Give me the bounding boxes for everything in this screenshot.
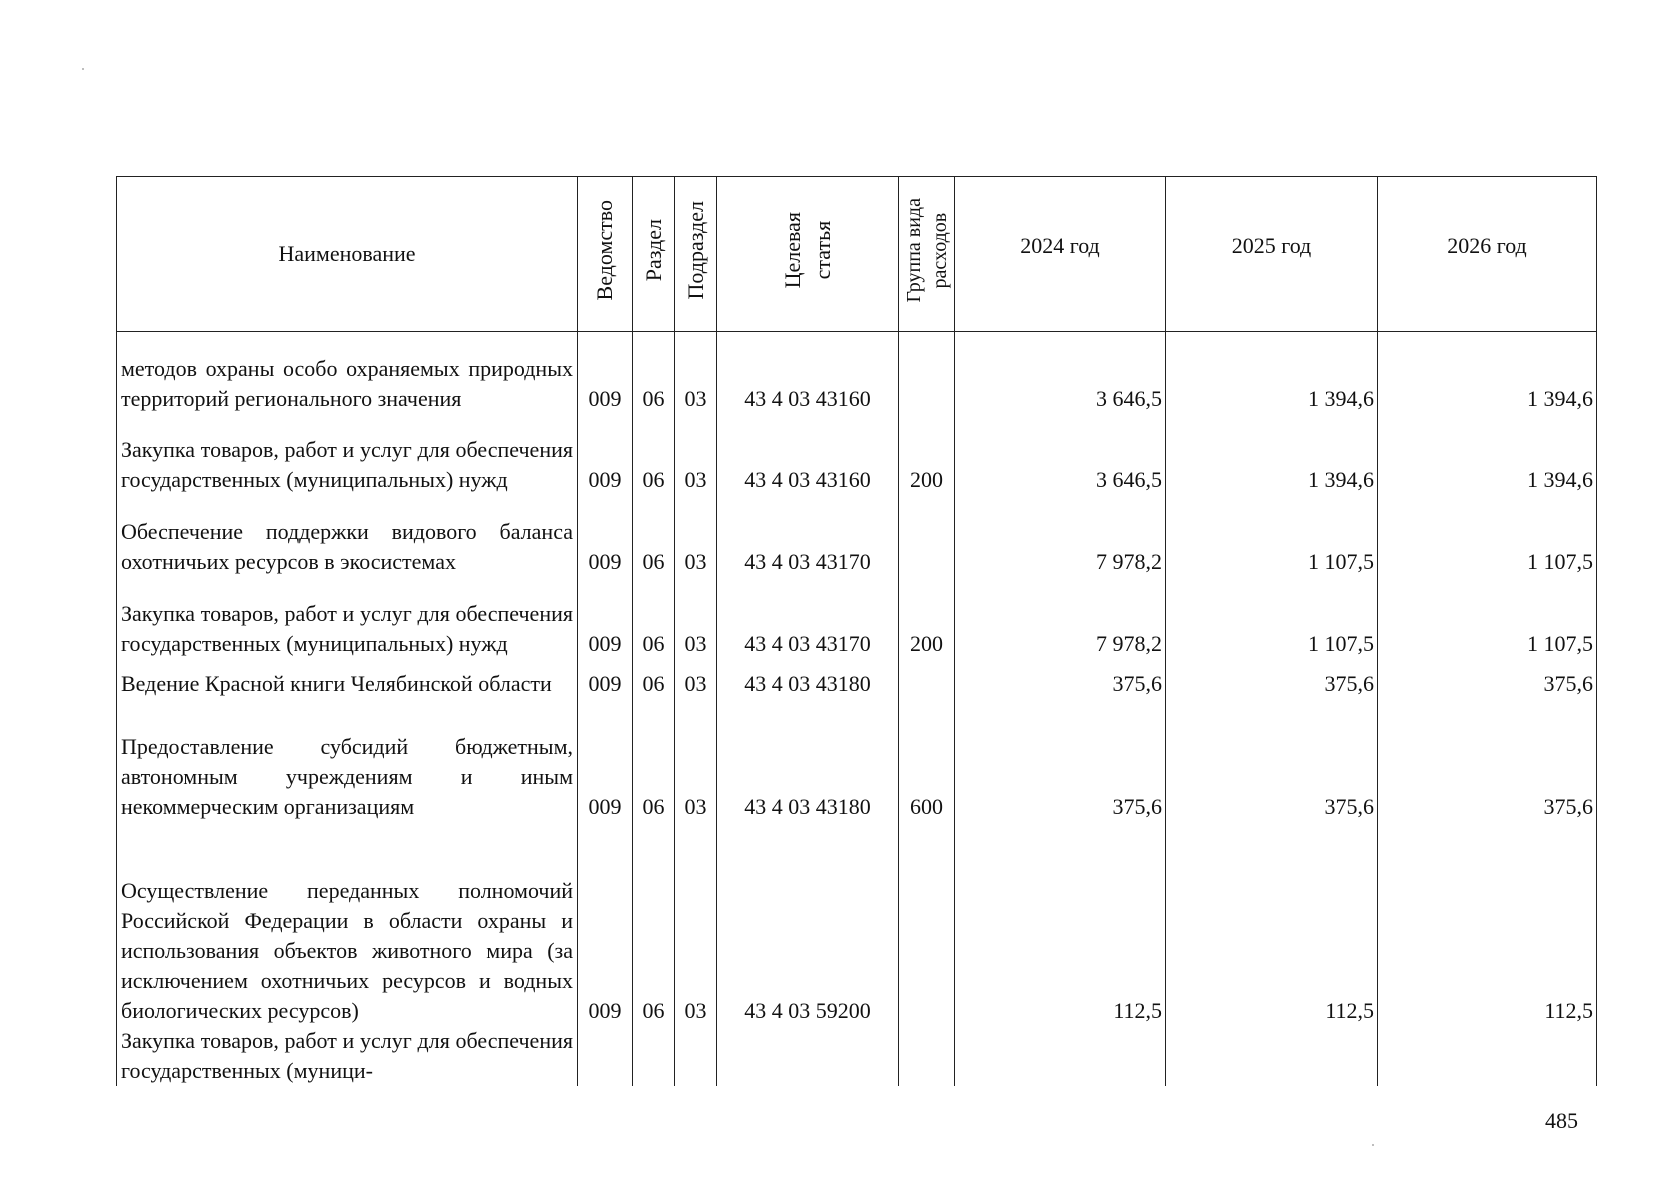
row-value-2026: 1 394,6 xyxy=(1378,332,1597,414)
row-value-2026: 112,5 xyxy=(1378,822,1597,1026)
scan-speck xyxy=(82,68,84,70)
scan-speck xyxy=(1372,1144,1374,1146)
row-section: 06 xyxy=(633,659,675,700)
row-department: 009 xyxy=(578,495,633,577)
row-value-2026: 375,6 xyxy=(1378,659,1597,700)
table-row xyxy=(117,1026,1597,1086)
budget-table xyxy=(116,176,1597,1086)
row-section: 06 xyxy=(633,495,675,577)
row-target-article xyxy=(717,1026,899,1086)
row-value-2024: 3 646,5 xyxy=(955,332,1166,414)
row-expense-group xyxy=(899,659,955,700)
row-expense-group: 200 xyxy=(899,414,955,496)
row-value-2025: 1 107,5 xyxy=(1166,495,1378,577)
row-subsection: 03 xyxy=(675,659,717,700)
row-expense-group xyxy=(899,822,955,1026)
row-value-2026 xyxy=(1378,1026,1597,1086)
table-row xyxy=(117,414,1597,496)
row-expense-group xyxy=(899,495,955,577)
table-row xyxy=(117,659,1597,700)
row-section: 06 xyxy=(633,822,675,1026)
table-row xyxy=(117,822,1597,1026)
header-section: Раздел xyxy=(633,177,675,332)
row-target-article: 43 4 03 43160 xyxy=(717,332,899,414)
header-subsection: Подраздел xyxy=(675,177,717,332)
header-name: Наименование xyxy=(117,177,578,332)
row-value-2024: 112,5 xyxy=(955,822,1166,1026)
row-subsection xyxy=(675,1026,717,1086)
row-value-2024: 3 646,5 xyxy=(955,414,1166,496)
row-department xyxy=(578,1026,633,1086)
row-target-article: 43 4 03 43180 xyxy=(717,699,899,821)
row-value-2025 xyxy=(1166,1026,1378,1086)
table-row xyxy=(117,699,1597,821)
row-target-article: 43 4 03 43170 xyxy=(717,495,899,577)
header-2025: 2025 год xyxy=(1166,177,1378,332)
row-name: Закупка товаров, работ и услуг для обеспечения государственных (муниципальных) нужд xyxy=(117,414,578,496)
table-row xyxy=(117,577,1597,659)
row-value-2025: 1 107,5 xyxy=(1166,577,1378,659)
row-expense-group: 600 xyxy=(899,699,955,821)
row-subsection: 03 xyxy=(675,822,717,1026)
row-target-article: 43 4 03 43170 xyxy=(717,577,899,659)
row-value-2026: 375,6 xyxy=(1378,699,1597,821)
row-department: 009 xyxy=(578,577,633,659)
row-value-2024: 375,6 xyxy=(955,659,1166,700)
row-department: 009 xyxy=(578,659,633,700)
row-department: 009 xyxy=(578,699,633,821)
row-department: 009 xyxy=(578,332,633,414)
row-subsection: 03 xyxy=(675,332,717,414)
header-department: Ведомство xyxy=(578,177,633,332)
row-name: Осуществление переданных полномочий Российской Федерации в области охраны и использования объектов животного мира (за исключением охотничьих ресурсов и водных биологических ресурсов) xyxy=(117,822,578,1026)
row-expense-group: 200 xyxy=(899,577,955,659)
row-subsection: 03 xyxy=(675,495,717,577)
page-number: 485 xyxy=(1545,1108,1578,1133)
row-value-2025: 375,6 xyxy=(1166,699,1378,821)
row-subsection: 03 xyxy=(675,699,717,821)
row-value-2026: 1 107,5 xyxy=(1378,495,1597,577)
row-value-2026: 1 107,5 xyxy=(1378,577,1597,659)
row-expense-group xyxy=(899,1026,955,1086)
table-body xyxy=(117,332,1597,1087)
row-value-2025: 112,5 xyxy=(1166,822,1378,1026)
row-department: 009 xyxy=(578,822,633,1026)
table-header-row xyxy=(117,177,1597,332)
row-section: 06 xyxy=(633,414,675,496)
row-value-2024 xyxy=(955,1026,1166,1086)
row-value-2025: 1 394,6 xyxy=(1166,332,1378,414)
row-section xyxy=(633,1026,675,1086)
row-name: методов охраны особо охраняемых природных территорий регионального значения xyxy=(117,332,578,414)
row-expense-group xyxy=(899,332,955,414)
row-name: Обеспечение поддержки видового баланса охотничьих ресурсов в экосистемах xyxy=(117,495,578,577)
table-row xyxy=(117,495,1597,577)
row-section: 06 xyxy=(633,577,675,659)
row-section: 06 xyxy=(633,332,675,414)
row-target-article: 43 4 03 43180 xyxy=(717,659,899,700)
row-value-2025: 375,6 xyxy=(1166,659,1378,700)
row-value-2024: 7 978,2 xyxy=(955,577,1166,659)
table-row xyxy=(117,332,1597,414)
row-subsection: 03 xyxy=(675,414,717,496)
header-expense-group: Группа вида расходов xyxy=(899,177,955,332)
row-value-2024: 7 978,2 xyxy=(955,495,1166,577)
row-section: 06 xyxy=(633,699,675,821)
row-value-2026: 1 394,6 xyxy=(1378,414,1597,496)
row-name: Закупка товаров, работ и услуг для обеспечения государственных (муниципальных) нужд xyxy=(117,577,578,659)
row-value-2024: 375,6 xyxy=(955,699,1166,821)
header-2026: 2026 год xyxy=(1378,177,1597,332)
header-2024: 2024 год xyxy=(955,177,1166,332)
row-name: Ведение Красной книги Челябинской области xyxy=(117,659,578,700)
row-department: 009 xyxy=(578,414,633,496)
row-subsection: 03 xyxy=(675,577,717,659)
row-name: Предоставление субсидий бюджетным, автономным учреждениям и иным некоммерческим организациям xyxy=(117,699,578,821)
row-target-article: 43 4 03 59200 xyxy=(717,822,899,1026)
row-name: Закупка товаров, работ и услуг для обеспечения государственных (муници- xyxy=(117,1026,578,1086)
row-value-2025: 1 394,6 xyxy=(1166,414,1378,496)
header-target-article: Целевая статья xyxy=(717,177,899,332)
row-target-article: 43 4 03 43160 xyxy=(717,414,899,496)
